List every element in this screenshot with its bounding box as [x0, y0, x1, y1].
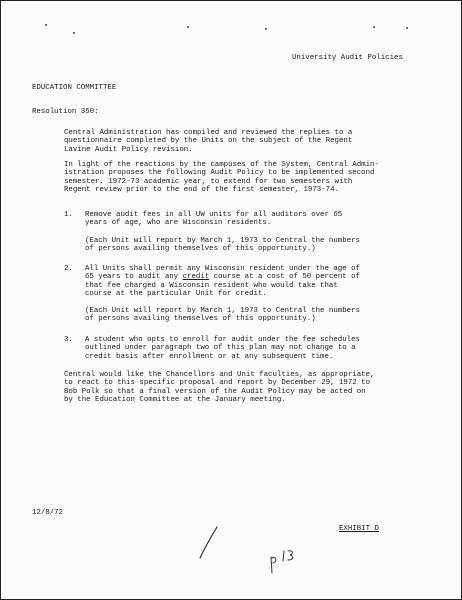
scan-speck — [45, 24, 47, 26]
text-fragment: 65 years to audit any — [85, 273, 183, 282]
text-fragment: course at a cost of 50 percent of — [209, 273, 360, 282]
exhibit-label-text: EXHIBIT D — [339, 525, 379, 533]
text-line: (Each Unit will report by March 1, 1973 to Central the numbers — [85, 237, 360, 245]
exhibit-label — [339, 525, 379, 533]
resolution-label: Resolution 350: — [32, 108, 99, 116]
underlined-word: credit — [182, 273, 210, 282]
scan-speck — [406, 27, 408, 29]
text-line: (Each Unit will report by March 1, 1973 to Central the numbers — [85, 307, 360, 315]
reactions-paragraph — [64, 161, 379, 195]
scan-speck — [73, 32, 75, 34]
text-line: questionnaire completed by the Units on the subject of the Regent — [64, 137, 353, 146]
text-line: by the Education Committee at the January meeting. — [64, 396, 286, 405]
item-2-note — [85, 307, 360, 324]
closing-paragraph — [64, 371, 374, 405]
document-date: 12/8/72 — [32, 509, 64, 517]
text-line: outlined under paragraph two of this plan may not change to a — [85, 344, 356, 353]
text-line: credit basis after enrollment or at any subsequent time. — [85, 352, 334, 361]
text-line: Regent review prior to the end of the first semester, 1973-74. — [64, 186, 339, 195]
scan-speck — [265, 28, 267, 30]
text-line: Central Administration has compiled and reviewed the replies to a — [64, 129, 353, 137]
item-1-note — [85, 237, 360, 254]
text-line: Central would like the Chancellors and Unit faculties, as appropriate, — [64, 371, 375, 379]
text-line: course at the particular Unit for credit. — [85, 290, 267, 299]
document-header-title: University Audit Policies — [292, 54, 403, 62]
text-line: All Units shall permit any Wisconsin resident under the age of — [85, 265, 360, 273]
text-line: to react to this specific proposal and report by December 29, 1972 to — [64, 379, 371, 388]
text-line: of persons availing themselves of this opportunity.) — [85, 315, 316, 324]
scan-speck — [373, 26, 375, 28]
item-number: 1. — [64, 211, 73, 219]
handwritten-page-number — [267, 547, 301, 577]
text-line: Lavine Audit Policy revision. — [64, 145, 193, 154]
text-line: Remove audit fees in all UW units for all auditors over 65 — [85, 211, 343, 219]
text-line: that fee charged a Wisconsin resident who would take that — [85, 281, 338, 290]
intro-paragraph — [64, 129, 352, 154]
item-number: 2. — [64, 265, 73, 273]
scan-speck — [187, 26, 189, 28]
item-1-text — [85, 211, 342, 228]
text-line: istration proposes the following Audit Policy to be implemented second — [64, 169, 375, 178]
text-line: A student who opts to enroll for audit under the fee schedules — [85, 336, 360, 344]
item-number: 3. — [64, 336, 73, 344]
item-3-text — [85, 336, 360, 361]
committee-heading: EDUCATION COMMITTEE — [32, 84, 117, 92]
item-2-text — [85, 265, 360, 299]
text-line: semester, 1972-73 academic year, to extend for two semesters with — [64, 177, 353, 186]
text-line: In light of the reactions by the campuses of the System, Central Admin- — [64, 161, 379, 169]
text-line — [85, 273, 360, 281]
text-line: Bob Polk so that a final version of the Audit Policy may be acted on — [64, 387, 366, 396]
pen-stroke-mark — [197, 525, 221, 561]
text-line: years of age, who are Wisconsin residents. — [85, 219, 272, 228]
text-line: of persons availing themselves of this opportunity.) — [85, 245, 316, 254]
